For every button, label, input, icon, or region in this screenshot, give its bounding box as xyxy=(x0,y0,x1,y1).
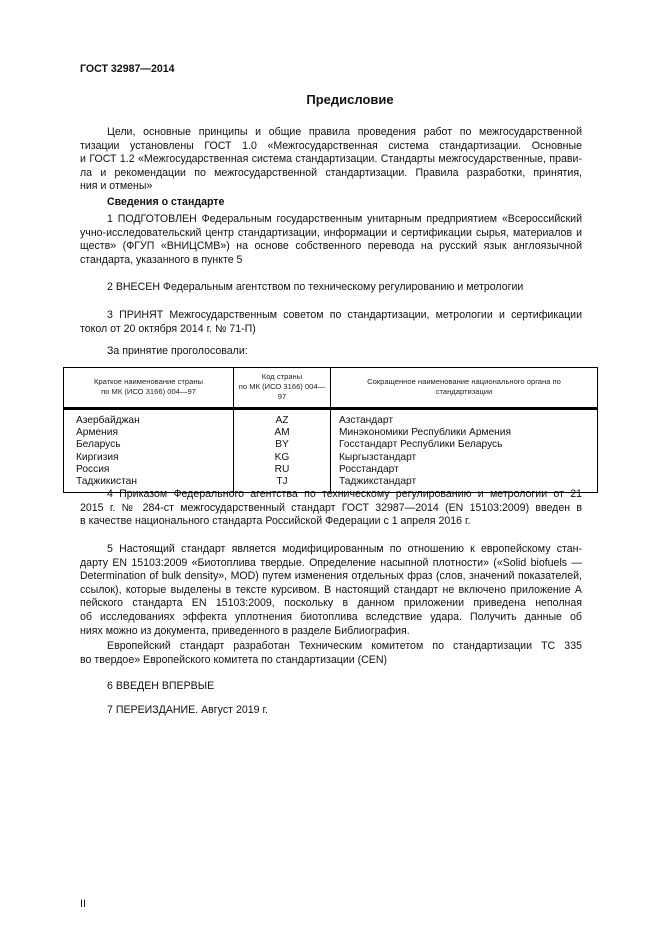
standards-body-cell: Минэкономики Республики Армения xyxy=(331,427,598,439)
preface-paragraph xyxy=(80,126,582,194)
standards-body-cell: Таджикстандарт xyxy=(331,476,598,493)
text-line: ссылок), которые выделены в тексте курсивом. В настоящий стандарт не включено приложение А xyxy=(80,583,582,596)
text-line: тизации установлены ГОСТ 1.0 «Межгосударственная система стандартизации. Основные xyxy=(80,139,582,152)
table-row xyxy=(64,427,598,439)
header-line: по МК (ИСО 3166) 004—97 xyxy=(101,387,196,396)
text-line: ла и рекомендации по межгосударственной стандартизации. Правила разработки, принятия, xyxy=(80,166,582,179)
item-7-paragraph xyxy=(80,704,582,718)
country-cell: Таджикистан xyxy=(76,476,137,488)
code-cell: AZ xyxy=(234,409,331,428)
text-line: Цели, основные принципы и общие правила проведения работ по межгосударственной xyxy=(107,126,582,138)
item-6-paragraph xyxy=(80,680,582,694)
text-line: в качестве национального стандарта Российской Федерации с 1 апреля 2016 г. xyxy=(80,515,471,528)
item-4-paragraph xyxy=(80,488,582,529)
standards-body-cell: Азстандарт xyxy=(331,409,598,428)
code-cell: TJ xyxy=(234,476,331,493)
table-row xyxy=(64,439,598,451)
text-line: 3 ПРИНЯТ Межгосударственным советом по стандартизации, метрологии и сертификации xyxy=(107,309,582,321)
text-line: и ГОСТ 1.2 «Межгосударственная система стандартизации. Стандарты межгосударственные, прави- xyxy=(80,153,582,166)
column-header-code xyxy=(234,368,331,409)
table-row xyxy=(64,409,598,428)
text-line: 6 ВВЕДЕН ВПЕРВЫЕ xyxy=(107,680,215,692)
text-line: 2 ВНЕСЕН Федеральным агентством по техническому регулированию и метрологии xyxy=(107,281,524,293)
text-line: об исследованиях эффекта уплотнения биотоплива вследствие удара. Получить данные об xyxy=(80,610,582,623)
item-3-paragraph xyxy=(80,309,582,336)
text-line: токол от 20 октября 2014 г. № 71-П) xyxy=(80,322,256,335)
section-heading: Сведения о стандарте xyxy=(107,196,225,208)
country-cell: Россия xyxy=(76,463,110,475)
item-2-paragraph xyxy=(80,281,582,295)
table-row xyxy=(64,452,598,464)
text-line: Determination of bulk density», MOD) путем изменения отдельных фраз (слов, значений показателей, xyxy=(80,570,582,583)
document-header-id: ГОСТ 32987—2014 xyxy=(80,63,175,75)
text-line: ния и отмены» xyxy=(80,180,153,193)
voting-countries-table xyxy=(63,367,598,493)
text-line: 7 ПЕРЕИЗДАНИЕ. Август 2019 г. xyxy=(107,704,268,716)
standards-body-cell: Кыргызстандарт xyxy=(331,452,598,464)
country-cell: Беларусь xyxy=(76,439,121,451)
code-cell: RU xyxy=(234,464,331,476)
header-line: стандартизации xyxy=(435,387,493,396)
text-line: пейского стандарта EN 15103:2009, поскольку в данном приложении приведена неполная xyxy=(80,597,582,610)
text-line: стандарта, указанного в пункте 5 xyxy=(80,253,243,266)
header-line: Краткое наименование страны xyxy=(94,377,203,386)
column-header-country xyxy=(64,368,234,409)
text-line: 5 Настоящий стандарт является модифицированным по отношению к европейскому стан- xyxy=(107,543,582,555)
table-row xyxy=(64,464,598,476)
text-line: Европейский стандарт разработан Техническим комитетом по стандартизации ТС 335 xyxy=(107,640,582,652)
page-title: Предисловие xyxy=(306,92,394,107)
text-line: ществ» (ФГУП «ВНИЦСМВ») на основе собственного перевода на русский язык англоязычной xyxy=(80,240,582,253)
header-line: Сокращенное наименование национального органа по xyxy=(367,377,561,386)
column-header-body xyxy=(331,368,598,409)
country-cell: Киргизия xyxy=(76,451,119,463)
country-cell: Армения xyxy=(76,427,118,439)
country-cell: Азербайджан xyxy=(76,415,140,426)
text-line: дарту EN 15103:2009 «Биотоплива твердые. Определение насыпной плотности» («Solid biofuels — xyxy=(80,556,582,569)
text-line: 1 ПОДГОТОВЛЕН Федеральным государственным унитарным предприятием «Всероссийский xyxy=(107,213,582,225)
text-line: 4 Приказом Федерального агентства по техническому регулированию и метрологии от 21 xyxy=(107,488,582,500)
standards-body-cell: Росстандарт xyxy=(331,464,598,476)
text-line: во твердое» Европейского комитета по стандартизации (CEN) xyxy=(80,653,388,666)
text-line: ниях можно из документа, приведенного в разделе Библиография. xyxy=(80,624,410,637)
item-1-paragraph xyxy=(80,213,582,267)
header-line: Код страны xyxy=(261,372,303,381)
code-cell: KG xyxy=(234,452,331,464)
code-cell: AM xyxy=(234,427,331,439)
page-number: II xyxy=(80,898,86,910)
text-line: 2015 г. № 284-ст межгосударственный стандарт ГОСТ 32987—2014 (EN 15103:2009) введен в xyxy=(80,501,582,514)
item-5-european-paragraph xyxy=(80,640,582,667)
voted-label: За принятие проголосовали: xyxy=(107,345,248,357)
item-5-paragraph xyxy=(80,543,582,638)
table-header-row xyxy=(64,368,598,409)
header-line: по МК (ИСО 3166) 004—97 xyxy=(238,382,326,401)
text-line: учно-исследовательский центр стандартизации, информации и сертификации сырья, материалов и xyxy=(80,226,582,239)
standards-body-cell: Госстандарт Республики Беларусь xyxy=(331,439,598,451)
code-cell: BY xyxy=(234,439,331,451)
